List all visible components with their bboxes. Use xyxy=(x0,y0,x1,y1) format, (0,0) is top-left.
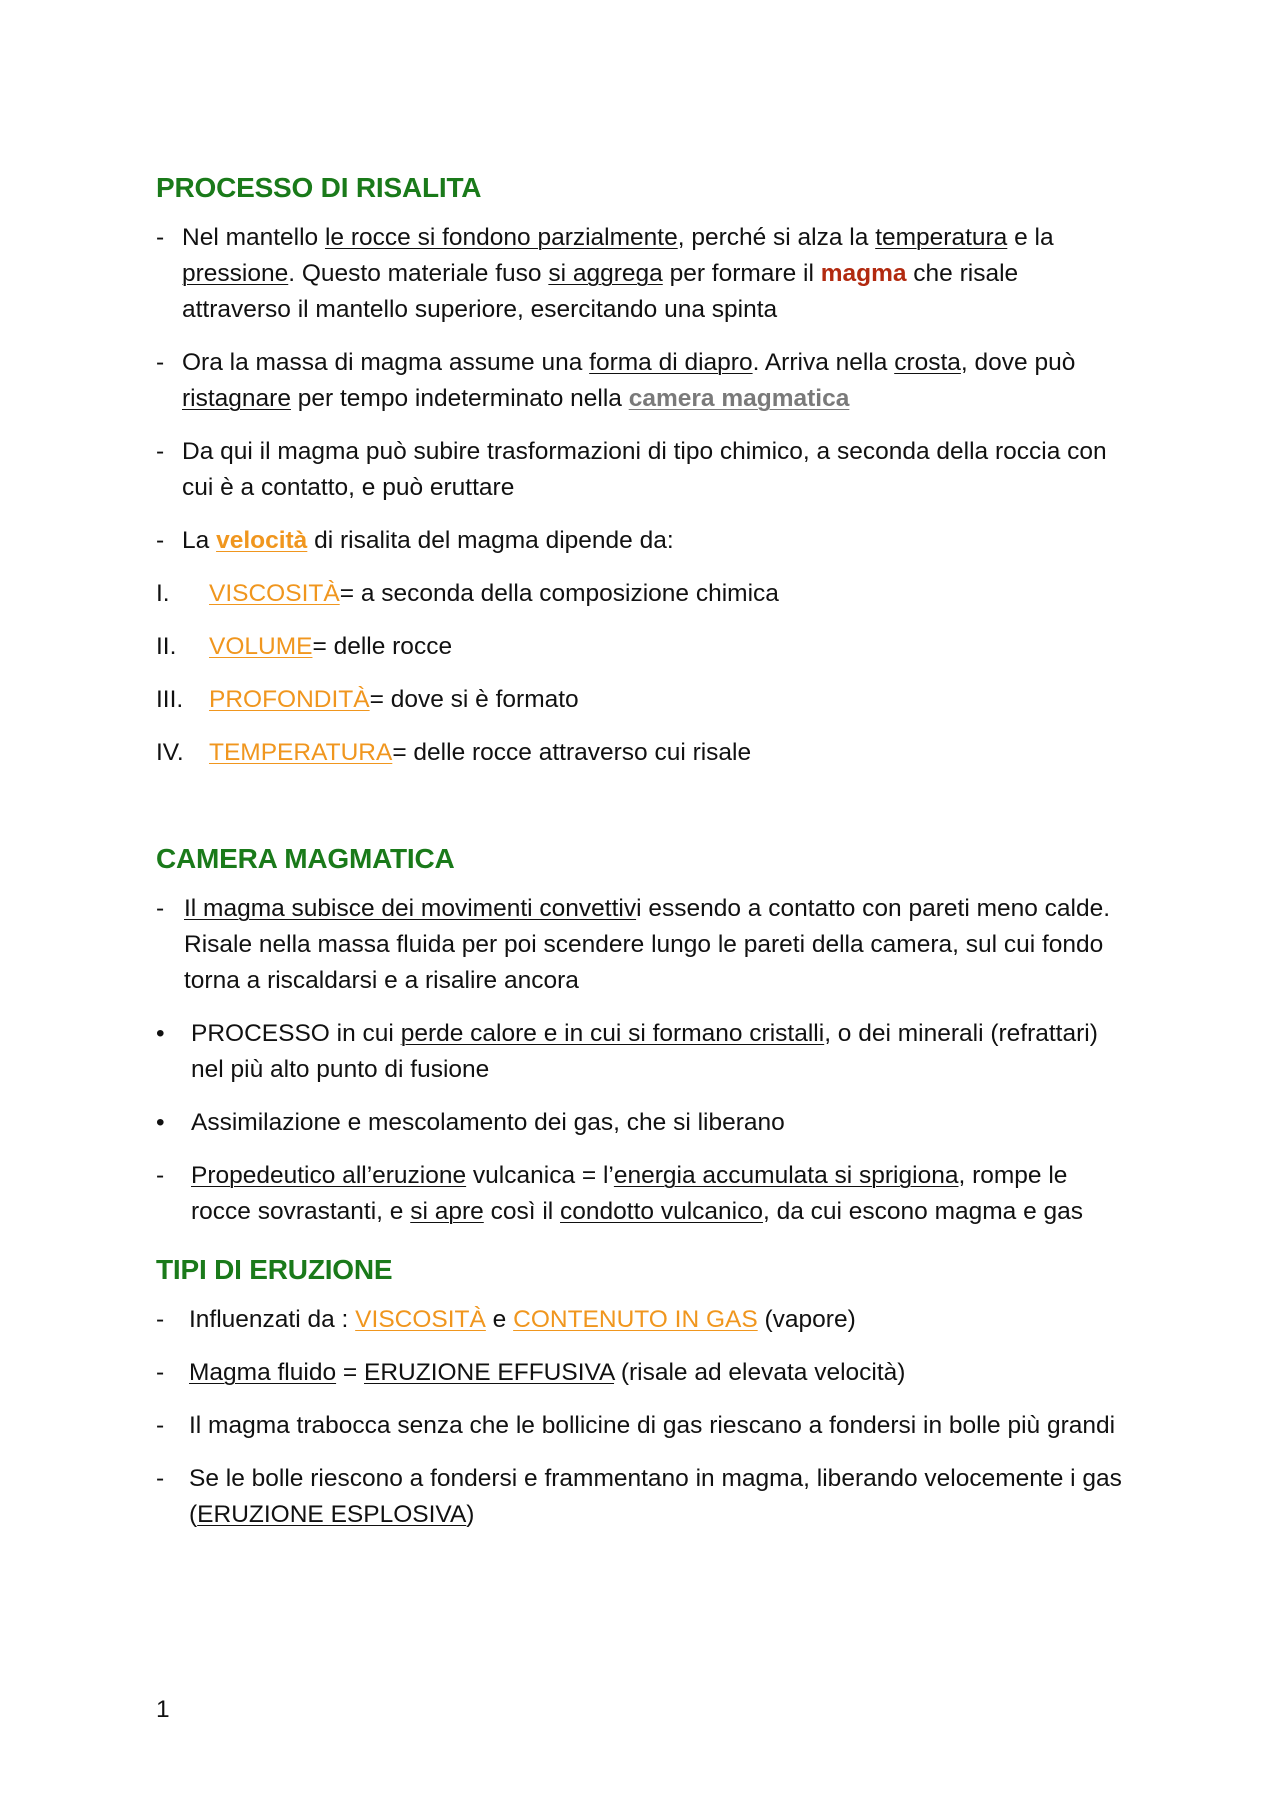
text: , da cui escono magma e gas xyxy=(762,1198,1084,1225)
text: (vapore) xyxy=(757,1306,856,1333)
factor-item xyxy=(156,576,1131,612)
underlined-text: si apre xyxy=(410,1198,484,1225)
text: = xyxy=(336,1359,364,1386)
underlined-text: Magma fluido xyxy=(189,1359,337,1386)
factor-item xyxy=(156,682,1131,718)
underlined-text: ERUZIONE ESPLOSIVA xyxy=(197,1501,467,1528)
dash-marker: - xyxy=(156,1162,165,1189)
text: e xyxy=(485,1306,514,1333)
dash-marker: - xyxy=(156,527,165,554)
page-number: 1 xyxy=(156,1696,170,1723)
text: , rompe le rocce sovrastanti, e xyxy=(191,1162,1068,1225)
underlined-text: forma di diapro xyxy=(589,349,753,376)
factor-term: VISCOSITÀ xyxy=(209,580,340,607)
text: . Questo materiale fuso xyxy=(288,260,549,287)
factor-desc: = dove si è formato xyxy=(369,686,579,713)
list-item xyxy=(156,1016,1131,1088)
list-item xyxy=(156,345,1131,417)
text: Ora la massa di magma assume una xyxy=(182,349,590,376)
factor-item xyxy=(156,735,1131,771)
list-item xyxy=(156,523,1131,559)
section-heading-camera: CAMERA MAGMATICA xyxy=(156,843,455,874)
dash-marker: - xyxy=(156,1306,165,1333)
underlined-text: le rocce si fondono parzialmente xyxy=(324,224,678,251)
underlined-text: energia accumulata si sprigiona xyxy=(613,1162,959,1189)
page-content xyxy=(156,171,1131,1533)
text: per tempo indeterminato nella xyxy=(290,385,629,412)
section-heading-eruzione: TIPI DI ERUZIONE xyxy=(156,1254,393,1285)
text: vulcanica = l’ xyxy=(466,1162,614,1189)
underlined-text: ristagnare xyxy=(182,385,291,412)
list-item xyxy=(156,1158,1131,1230)
list-item xyxy=(156,1355,1131,1391)
list-item xyxy=(156,1302,1131,1338)
highlight-velocita: velocità xyxy=(216,527,308,554)
text: ) xyxy=(466,1501,475,1528)
text: Nel mantello xyxy=(182,224,325,251)
underlined-text: Propedeutico all’eruzione xyxy=(191,1162,467,1189)
text: , o dei minerali (refrattari) nel più alto punto di fusione xyxy=(191,1020,1098,1083)
factor-item xyxy=(156,629,1131,665)
roman-numeral: I. xyxy=(156,580,170,607)
text: Influenzati da : xyxy=(189,1306,356,1333)
underlined-text: crosta xyxy=(894,349,961,376)
factor-term: TEMPERATURA xyxy=(209,739,393,766)
list-item xyxy=(156,1105,1131,1141)
underlined-text: Il magma subisce dei movimenti convettiv xyxy=(184,895,637,922)
underlined-text: temperatura xyxy=(875,224,1008,251)
list-item xyxy=(156,891,1131,999)
underlined-text: ERUZIONE EFFUSIVA xyxy=(364,1359,615,1386)
underlined-text: perde calore e in cui si formano cristalli xyxy=(400,1020,825,1047)
text: , dove può xyxy=(960,349,1076,376)
text: e la xyxy=(1007,224,1054,251)
roman-numeral: III. xyxy=(156,686,184,713)
text: Se le bolle riescono a fondersi e frammentano in magma, liberando velocemente i gas ( xyxy=(189,1465,1122,1528)
factor-term: VOLUME xyxy=(209,633,313,660)
text: PROCESSO in cui xyxy=(191,1020,401,1047)
text: per formare il xyxy=(662,260,821,287)
bullet-marker: • xyxy=(156,1109,165,1136)
highlight-magma: magma xyxy=(820,260,907,287)
list-item xyxy=(156,1461,1131,1533)
dash-marker: - xyxy=(156,1412,165,1439)
dash-marker: - xyxy=(156,438,165,465)
orange-term: VISCOSITÀ xyxy=(355,1306,486,1333)
text: Il magma trabocca senza che le bollicine di gas riescano a fondersi in bolle più grandi xyxy=(189,1412,1116,1439)
underlined-text: condotto vulcanico xyxy=(560,1198,763,1225)
text: , perché si alza la xyxy=(677,224,876,251)
factor-desc: = a seconda della composizione chimica xyxy=(339,580,779,607)
list-item xyxy=(156,434,1131,506)
factor-desc: = delle rocce xyxy=(312,633,453,660)
section-heading-risalita: PROCESSO DI RISALITA xyxy=(156,172,482,203)
text: che risale attraverso il mantello superiore, esercitando una spinta xyxy=(182,260,1019,323)
dash-marker: - xyxy=(156,224,165,251)
text: Assimilazione e mescolamento dei gas, che si liberano xyxy=(191,1109,785,1136)
dash-marker: - xyxy=(156,895,165,922)
dash-marker: - xyxy=(156,1359,165,1386)
text: . Arriva nella xyxy=(752,349,895,376)
list-item xyxy=(156,220,1131,328)
text: di risalita del magma dipende da: xyxy=(307,527,674,554)
bullet-marker: • xyxy=(156,1020,165,1047)
underlined-text: pressione xyxy=(182,260,289,287)
highlight-camera-magmatica: camera magmatica xyxy=(628,385,850,412)
dash-marker: - xyxy=(156,1465,165,1492)
text: (risale ad elevata velocità) xyxy=(614,1359,906,1386)
text: i essendo a contatto con pareti meno calde. Risale nella massa fluida per poi scendere lungo le pareti della camera, sul cui fondo torna a riscaldarsi e a risalire ancora xyxy=(184,895,1111,994)
text: La xyxy=(182,527,217,554)
text: Da qui il magma può subire trasformazioni di tipo chimico, a seconda della roccia con cui è a contatto, e può eruttare xyxy=(182,438,1107,501)
factor-desc: = delle rocce attraverso cui risale xyxy=(392,739,752,766)
factor-term: PROFONDITÀ xyxy=(209,686,370,713)
orange-term: CONTENUTO IN GAS xyxy=(513,1306,758,1333)
text: così il xyxy=(483,1198,561,1225)
dash-marker: - xyxy=(156,349,165,376)
list-item xyxy=(156,1408,1131,1444)
roman-numeral: IV. xyxy=(156,739,184,766)
underlined-text: si aggrega xyxy=(548,260,663,287)
roman-numeral: II. xyxy=(156,633,177,660)
